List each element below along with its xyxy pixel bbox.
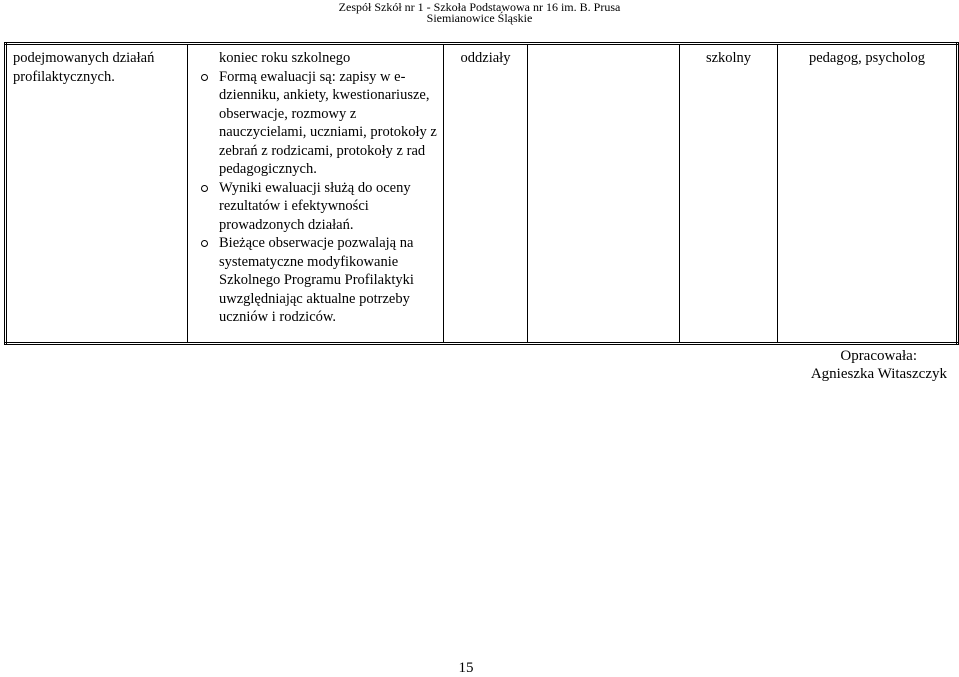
bullet-text: Formą ewaluacji są: zapisy w e-dzienniku, ankiety, kwestionariusze, obserwacje, rozmowy z nauczycielami, uczniami, protokoły z zebrań z rodzicami, protokoły z rad pedagogicznych. xyxy=(219,68,437,177)
author-name: Agnieszka Witaszczyk xyxy=(810,366,947,382)
target-text: oddziały xyxy=(460,50,511,66)
table-cell-year xyxy=(680,44,778,344)
responsible-text: pedagog, psycholog xyxy=(809,50,925,66)
bullet-icon xyxy=(201,74,208,81)
bullet-icon xyxy=(201,240,208,247)
table-row xyxy=(6,44,958,344)
evaluation-bullet-list xyxy=(188,68,441,327)
evaluation-first-line: koniec roku szkolnego xyxy=(219,50,351,66)
list-item xyxy=(188,234,441,327)
list-item xyxy=(188,68,441,179)
table-cell-empty xyxy=(528,44,680,344)
table-cell-evaluation xyxy=(188,44,444,344)
table-cell-activities xyxy=(6,44,188,344)
table-cell-responsible xyxy=(778,44,958,344)
author-label: Opracowała: xyxy=(840,348,917,364)
list-item xyxy=(188,179,441,235)
bullet-text: Bieżące obserwacje pozwalają na systematyczne modyfikowanie Szkolnego Programu Profilaktyki uwzględniając aktualne potrzeby uczniów i rodziców. xyxy=(219,235,414,325)
page-number: 15 xyxy=(458,660,474,676)
bullet-icon xyxy=(201,185,208,192)
program-table xyxy=(4,42,959,345)
activities-text: podejmowanych działań profilaktycznych. xyxy=(13,50,155,85)
header-school-name: Zespół Szkół nr 1 - Szkoła Podstawowa nr 16 im. B. Prusa xyxy=(338,0,621,14)
bullet-text: Wyniki ewaluacji służą do oceny rezultatów i efektywności prowadzonych działań. xyxy=(219,179,411,233)
header-city: Siemianowice Śląskie xyxy=(426,11,533,25)
table-cell-target xyxy=(444,44,528,344)
year-text: szkolny xyxy=(705,50,752,66)
author-block xyxy=(810,347,947,383)
